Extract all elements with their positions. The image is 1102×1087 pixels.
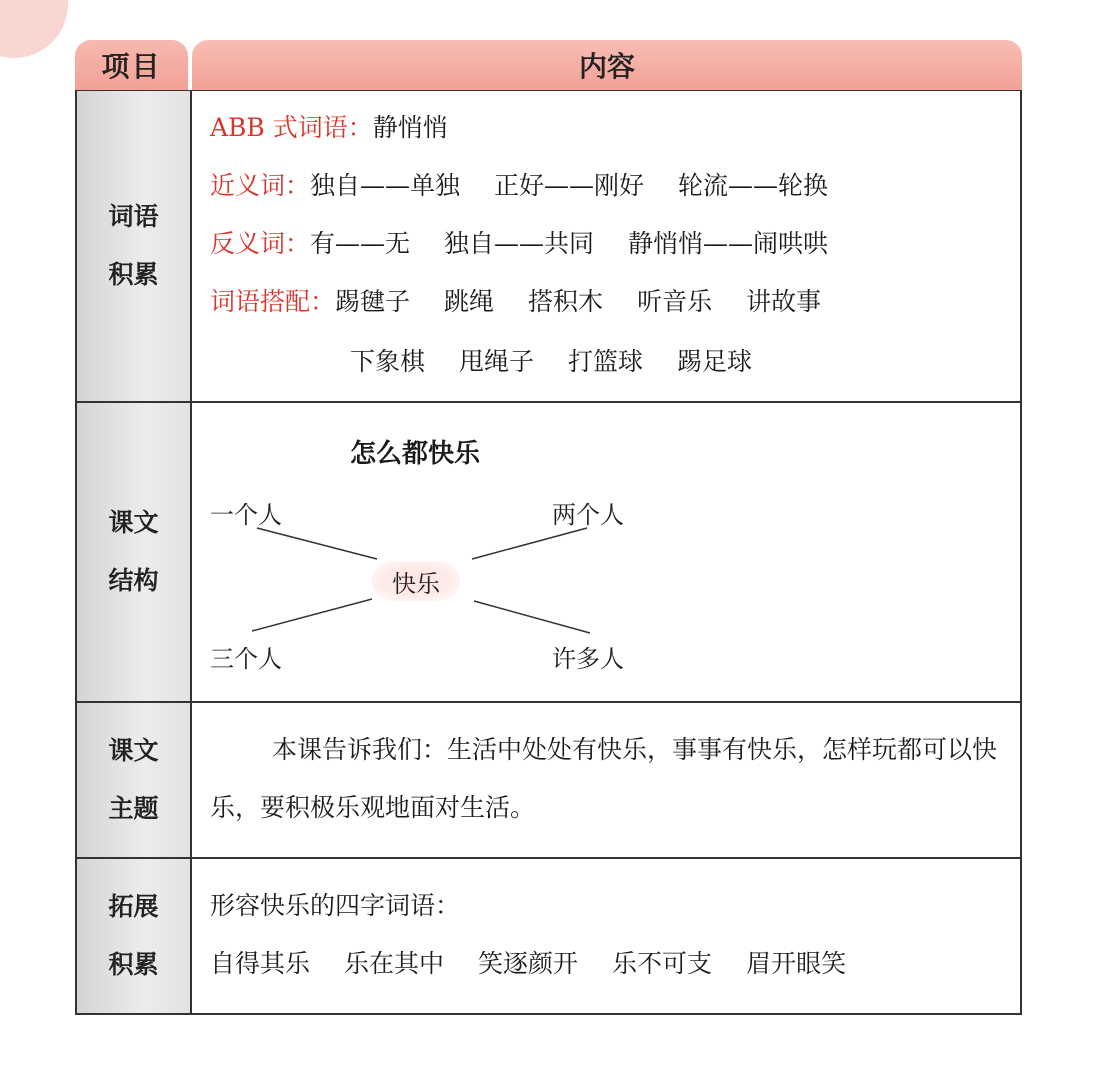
link-top-left (257, 528, 377, 559)
collocation-item: 甩绳子 (459, 347, 535, 376)
abb-line (210, 113, 448, 143)
label-line: 积累 (108, 950, 159, 979)
synonym-line (210, 171, 828, 201)
summary-table (75, 40, 1022, 1015)
theme-text: 本课告诉我们：生活中处处有快乐，事事有快乐，怎样玩都可以快乐，要积极乐观地面对生活。 (210, 735, 998, 822)
idiom-item: 眉开眼笑 (746, 949, 847, 978)
antonym-pair: 有——无 (310, 229, 411, 258)
collocation-item: 听音乐 (637, 287, 713, 316)
row-structure (77, 401, 1020, 701)
structure-diagram (192, 403, 1020, 701)
collocation-label: 词语搭配： (210, 287, 336, 316)
label-line: 积累 (108, 260, 159, 289)
link-bottom-left (252, 599, 372, 631)
idiom-item: 乐不可支 (612, 949, 713, 978)
antonym-pair: 独自——共同 (444, 229, 595, 258)
collocation-item: 下象棋 (350, 347, 426, 376)
antonym-label: 反义词： (210, 229, 311, 258)
collocation-item: 跳绳 (444, 287, 495, 316)
antonym-pair: 静悄悄——闹哄哄 (628, 229, 829, 258)
theme-content (192, 703, 1020, 857)
extension-idioms (210, 949, 846, 979)
label-line: 课文 (108, 508, 159, 537)
node-top-right: 两个人 (552, 501, 624, 529)
extension-intro: 形容快乐的四字词语： (210, 891, 461, 920)
antonym-line (210, 229, 828, 259)
idiom-item: 自得其乐 (210, 949, 311, 978)
collocation-item: 踢毽子 (335, 287, 411, 316)
row-label-extension (77, 859, 192, 1013)
node-bottom-right: 许多人 (552, 645, 624, 673)
link-top-right (472, 528, 587, 559)
node-center: 快乐 (372, 561, 460, 601)
label-line: 拓展 (108, 892, 159, 921)
extension-content (192, 859, 1020, 1013)
corner-decoration (0, 0, 68, 58)
collocation-item: 搭积木 (528, 287, 604, 316)
synonym-pair: 独自——单独 (310, 171, 461, 200)
header-item: 项目 (75, 40, 188, 90)
vocab-content (192, 91, 1020, 401)
row-label-vocabulary (77, 91, 192, 401)
synonym-pair: 正好——刚好 (494, 171, 645, 200)
label-line: 结构 (108, 566, 159, 595)
abb-label: ABB 式词语： (210, 113, 373, 142)
node-bottom-left: 三个人 (210, 645, 282, 673)
label-line: 主题 (108, 794, 159, 823)
collocation-line (210, 287, 821, 317)
table-header (75, 40, 1022, 90)
link-bottom-right (474, 601, 590, 633)
collocation-item: 打篮球 (568, 347, 644, 376)
label-line: 课文 (108, 736, 159, 765)
table-body (75, 90, 1022, 1015)
row-label-theme (77, 703, 192, 857)
row-vocabulary (77, 90, 1020, 401)
collocation-line-2 (350, 347, 752, 377)
idiom-item: 笑逐颜开 (478, 949, 579, 978)
header-content: 内容 (192, 40, 1022, 90)
node-top-left: 一个人 (210, 501, 282, 529)
structure-title: 怎么都快乐 (350, 439, 481, 469)
row-extension (77, 857, 1020, 1013)
synonym-pair: 轮流——轮换 (678, 171, 829, 200)
collocation-item: 讲故事 (746, 287, 822, 316)
label-line: 词语 (108, 202, 159, 231)
collocation-item: 踢足球 (677, 347, 753, 376)
synonym-label: 近义词： (210, 171, 311, 200)
row-label-structure (77, 403, 192, 701)
theme-paragraph (210, 721, 1008, 837)
idiom-item: 乐在其中 (344, 949, 445, 978)
abb-value: 静悄悄 (372, 113, 448, 142)
row-theme (77, 701, 1020, 857)
